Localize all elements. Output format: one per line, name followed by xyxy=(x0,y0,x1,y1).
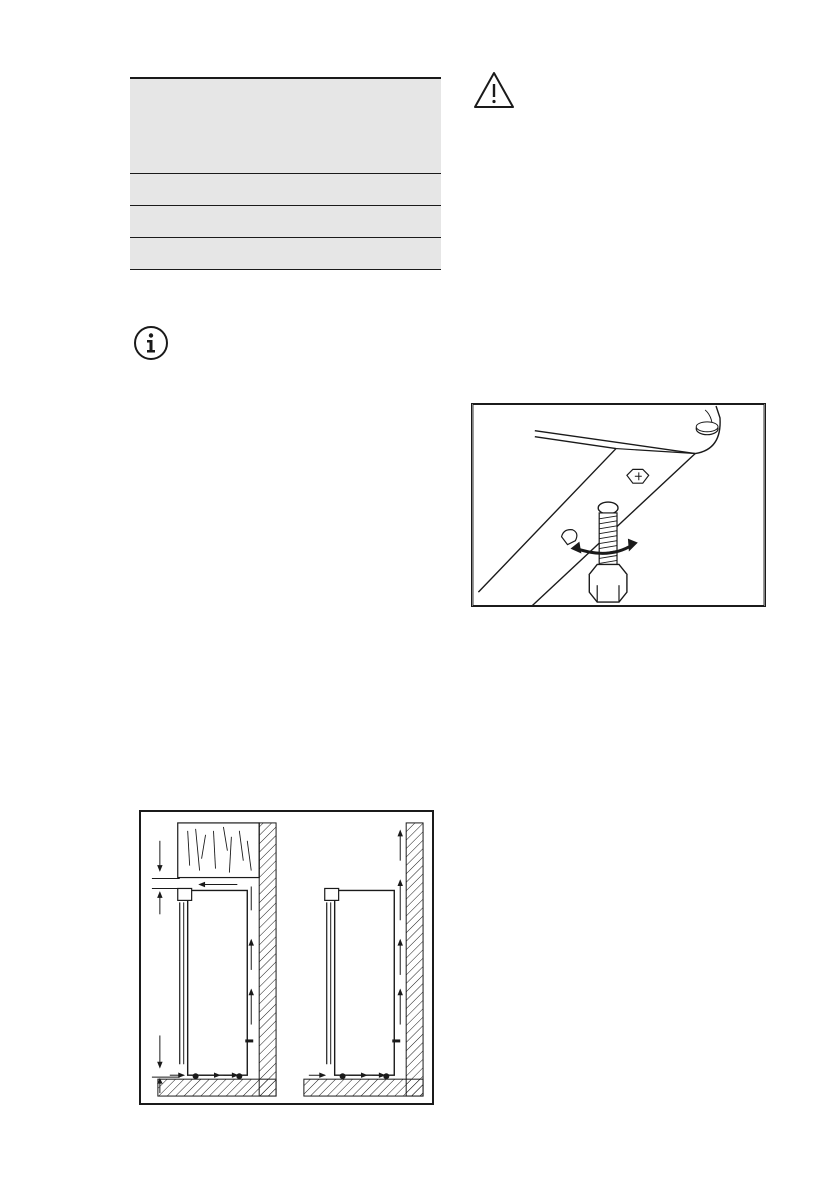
spec-table-header xyxy=(130,77,441,174)
info-icon xyxy=(133,325,169,361)
spec-table-row xyxy=(130,238,441,270)
spec-table xyxy=(130,77,441,270)
spec-table-row xyxy=(130,206,441,238)
spec-table-row xyxy=(130,174,441,206)
ventilation-clearance-figure xyxy=(139,810,434,1105)
warning-icon xyxy=(473,71,515,109)
adjustable-foot-figure xyxy=(471,403,766,607)
